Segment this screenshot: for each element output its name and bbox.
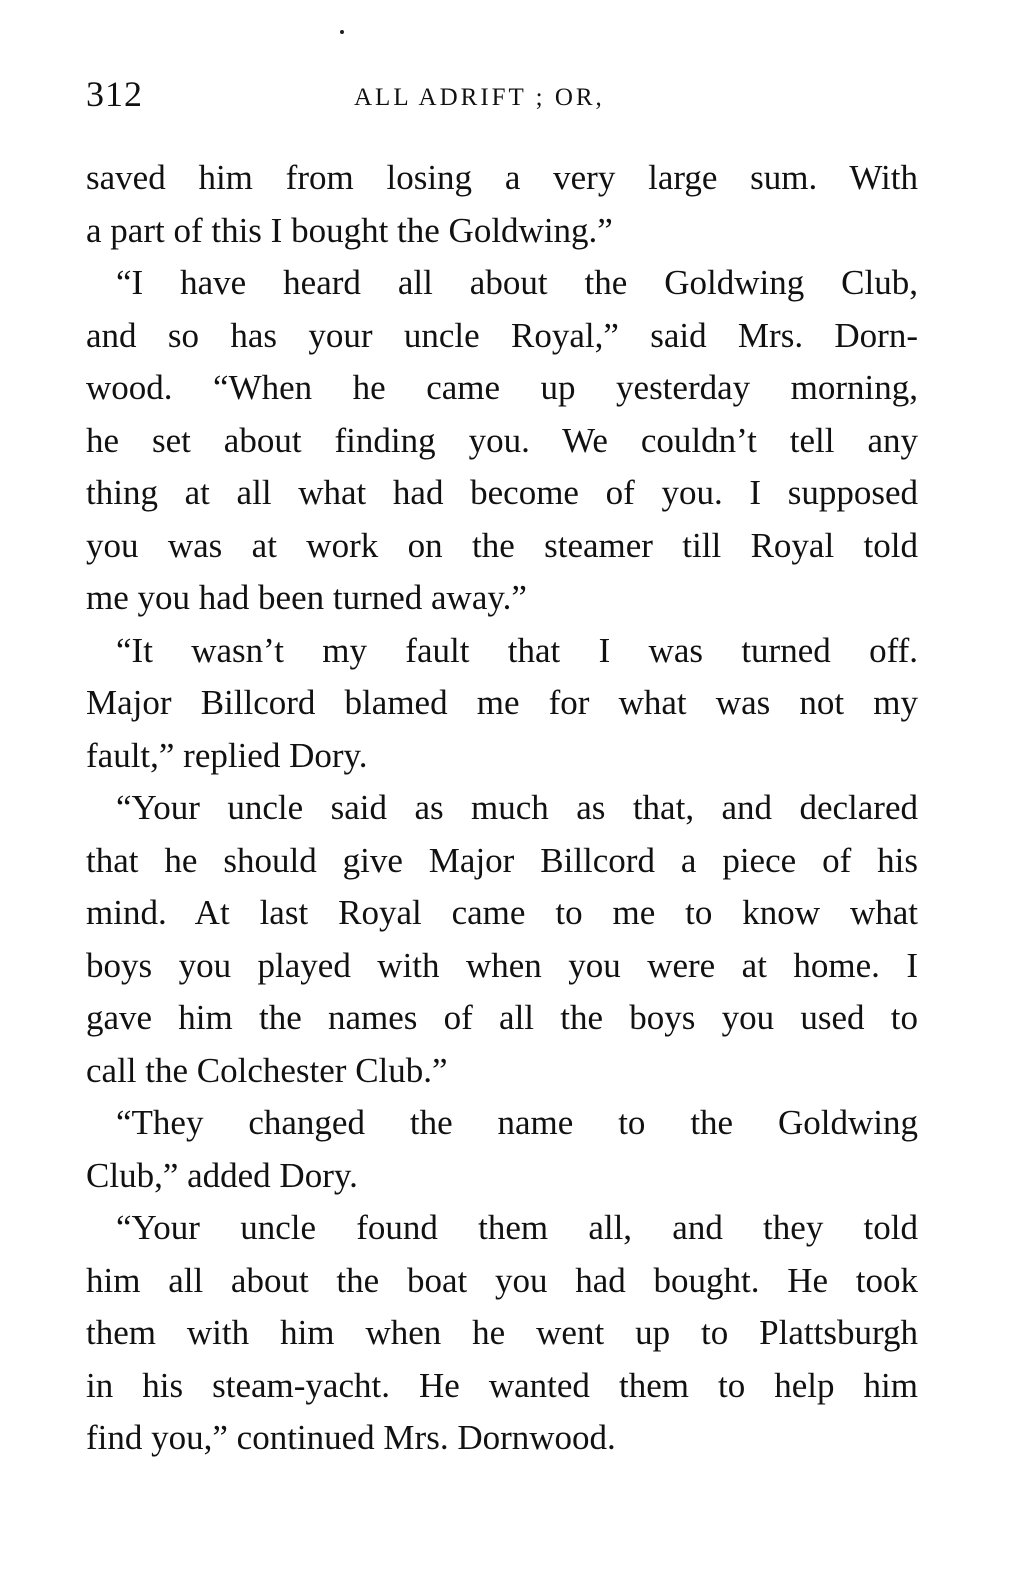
text-line: gave him the names of all the boys you used to <box>86 998 918 1037</box>
text-line: “Your uncle found them all, and they told <box>116 1208 918 1247</box>
text-line: him all about the boat you had bought. He took <box>86 1260 918 1300</box>
text-line: he set about finding you. We couldn’t tell any <box>86 420 918 460</box>
running-head <box>86 74 918 118</box>
text-line: them with him when he went up to Plattsburgh <box>86 1313 918 1352</box>
body-text <box>86 152 918 1465</box>
text-line: Major Billcord blamed me for what was not my <box>86 683 918 722</box>
text-line: and so has your uncle Royal,” said Mrs. Dorn- <box>86 315 918 355</box>
text-line: “Your uncle said as much as that, and declared <box>116 788 918 827</box>
running-title: ALL ADRIFT ; OR, <box>354 84 605 111</box>
print-speck <box>340 30 344 34</box>
text-line: thing at all what had become of you. I supposed <box>86 473 918 512</box>
text-line: a part of this I bought the Goldwing.” <box>86 210 613 250</box>
text-line: fault,” replied Dory. <box>86 735 368 775</box>
text-line: “It wasn’t my fault that I was turned off. <box>116 630 918 670</box>
text-line: find you,” continued Mrs. Dornwood. <box>86 1418 616 1457</box>
text-line: Club,” added Dory. <box>86 1155 358 1195</box>
text-line: “They changed the name to the Goldwing <box>116 1103 918 1142</box>
text-line: boys you played with when you were at home. I <box>86 945 918 985</box>
text-line: wood. “When he came up yesterday morning, <box>86 368 918 407</box>
text-line: me you had been turned away.” <box>86 578 527 617</box>
page-number: 312 <box>86 74 143 114</box>
text-line: “I have heard all about the Goldwing Club, <box>116 263 918 302</box>
text-line: saved him from losing a very large sum. With <box>86 158 918 197</box>
text-line: call the Colchester Club.” <box>86 1050 448 1090</box>
text-line: you was at work on the steamer till Royal told <box>86 525 918 565</box>
text-line: in his steam-yacht. He wanted them to help him <box>86 1365 918 1405</box>
text-line: that he should give Major Billcord a piece of his <box>86 840 918 880</box>
text-line: mind. At last Royal came to me to know what <box>86 893 918 932</box>
